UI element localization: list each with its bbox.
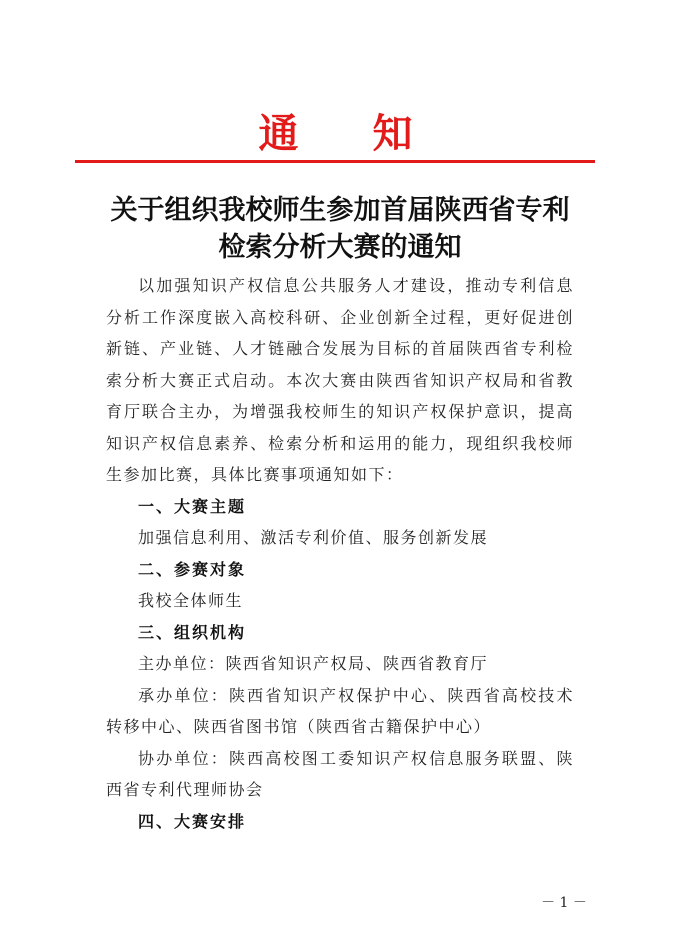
- section-text-theme: 加强信息利用、激活专利价值、服务创新发展: [138, 528, 489, 547]
- section-heading-organization: 三、组织机构: [138, 622, 247, 642]
- red-divider-line: [75, 160, 595, 163]
- document-title-line-2: 检索分析大赛的通知: [218, 232, 462, 263]
- page-number: － 1 －: [541, 895, 587, 911]
- section-text-participants: 我校全体师生: [138, 591, 244, 610]
- co-organizer-line: 协办单位：陕西高校图工委知识产权信息服务联盟、陕西省专利代理师协会: [106, 748, 574, 799]
- notice-header: 通 知: [258, 110, 443, 157]
- document-body: [106, 270, 574, 837]
- document-title-line-1: 关于组织我校师生参加首届陕西省专利: [110, 195, 570, 226]
- section-heading-schedule: 四、大赛安排: [138, 811, 247, 831]
- section-heading-theme: 一、大赛主题: [138, 496, 247, 516]
- section-heading-participants: 二、参赛对象: [138, 559, 247, 579]
- undertaker-line: 承办单位：陕西省知识产权保护中心、陕西省高校技术转移中心、陕西省图书馆（陕西省古籍保护中心）: [106, 685, 574, 736]
- document-title: [60, 192, 620, 266]
- intro-paragraph: 以加强知识产权信息公共服务人才建设，推动专利信息分析工作深度嵌入高校科研、企业创新全过程，更好促进创新链、产业链、人才链融合发展为目标的首届陕西省专利检索分析大赛正式启动。本次大赛由陕西省知识产权局和省教育厅联合主办，为增强我校师生的知识产权保护意识，提高知识产权信息素养、检索分析和运用的能力，现组织我校师生参加比赛，具体比赛事项通知如下：: [106, 276, 574, 484]
- organizer-line: 主办单位：陕西省知识产权局、陕西省教育厅: [138, 654, 489, 673]
